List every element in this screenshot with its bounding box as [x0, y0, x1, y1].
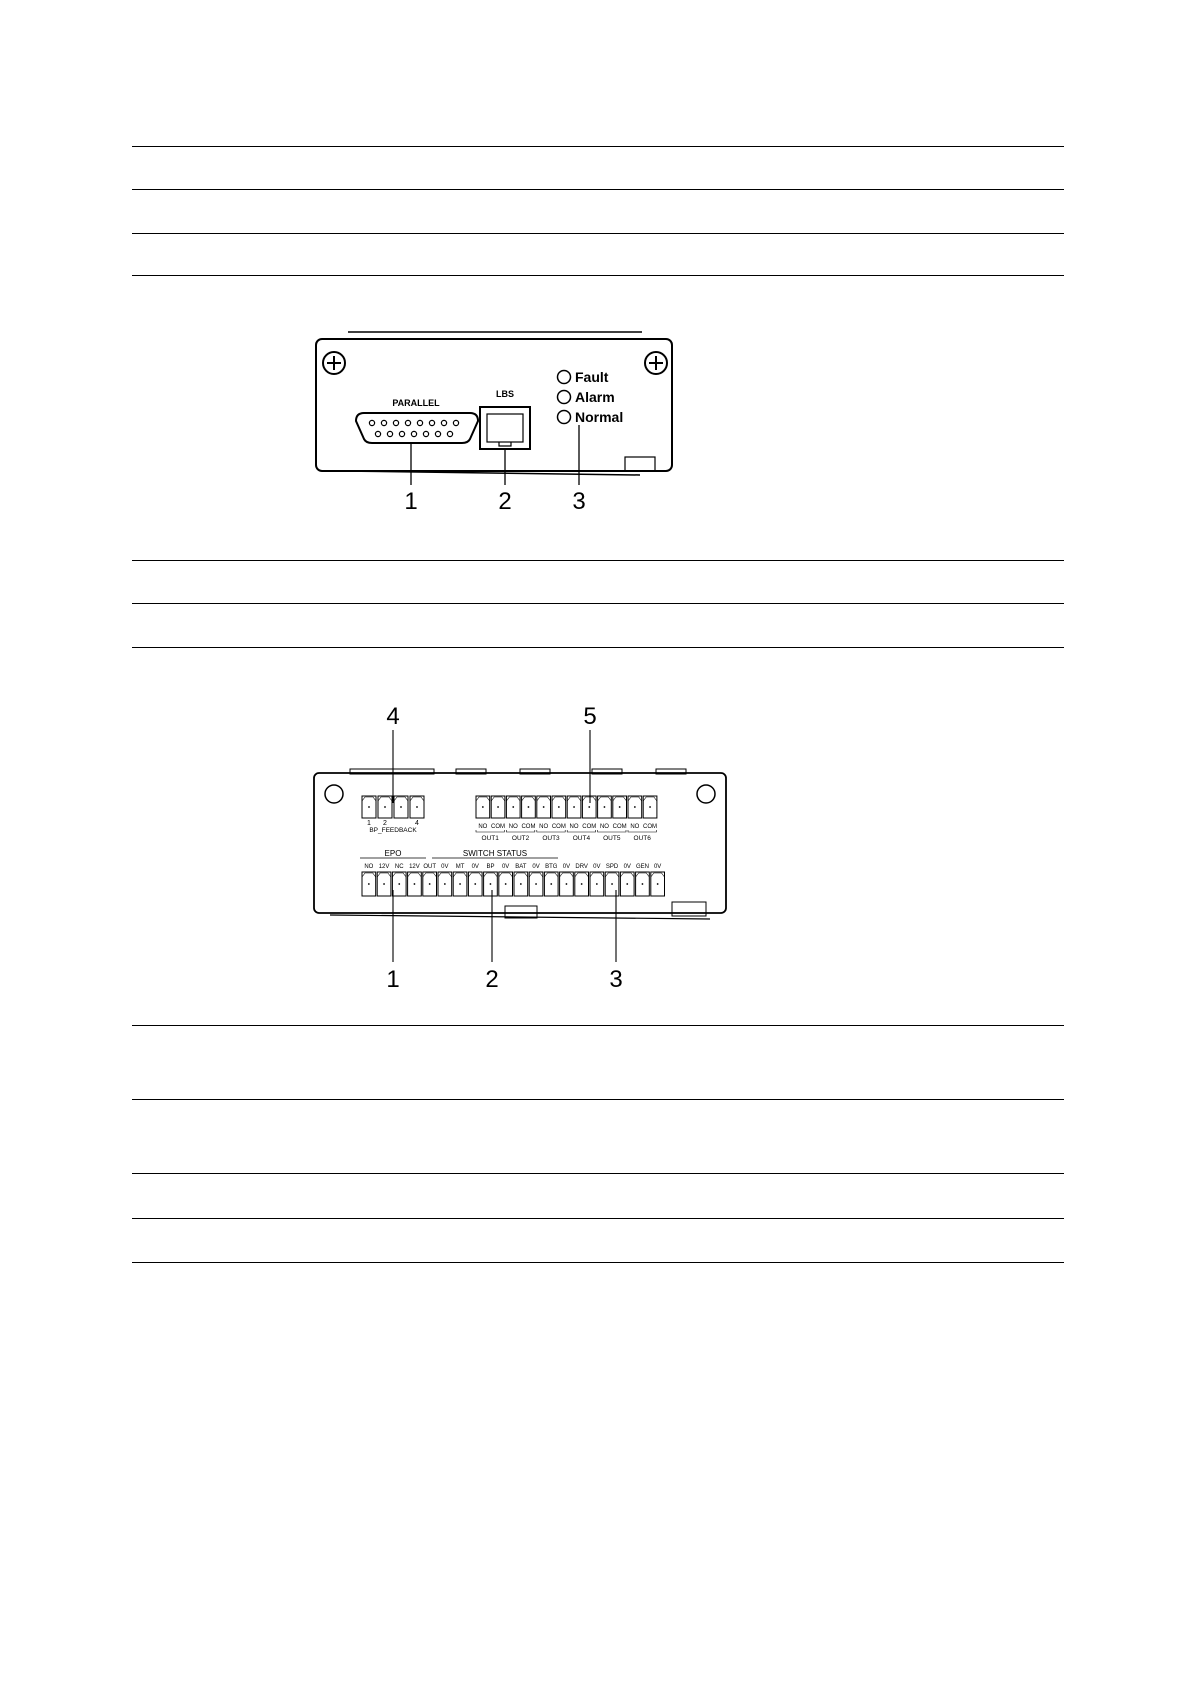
- bottom-pin-label: NC: [394, 864, 404, 870]
- fault-label: Fault: [575, 369, 609, 385]
- table-rule: [132, 1218, 1064, 1219]
- relay-pin-label: COM: [612, 824, 627, 830]
- pin-screw-icon: [400, 806, 402, 808]
- pin-screw-icon: [649, 806, 651, 808]
- pin-chamfer: [410, 797, 424, 801]
- lbs-label: LBS: [496, 389, 514, 399]
- table-rule: [132, 603, 1064, 604]
- relay-pin-label: NO: [539, 824, 549, 830]
- pin-chamfer: [514, 873, 528, 877]
- bottom-pin-label: 0V: [623, 864, 631, 870]
- bottom-pin-label: 0V: [471, 864, 479, 870]
- alarm-label: Alarm: [575, 389, 615, 405]
- bottom-pin-label: 0V: [593, 864, 601, 870]
- bottom-pin-label: 12V: [409, 864, 420, 870]
- pin-screw-icon: [626, 883, 628, 885]
- pin-screw-icon: [482, 806, 484, 808]
- pin-chamfer: [636, 873, 650, 877]
- pin-chamfer: [552, 797, 566, 801]
- bottom-pin-label: NO: [364, 864, 374, 870]
- pin-chamfer: [377, 873, 391, 877]
- pin-chamfer: [468, 873, 482, 877]
- pin-chamfer: [537, 797, 551, 801]
- pin-screw-icon: [619, 806, 621, 808]
- table-rule: [132, 1173, 1064, 1174]
- table-rule: [132, 146, 1064, 147]
- pin-screw-icon: [490, 883, 492, 885]
- bottom-pin-label: BAT: [515, 864, 527, 870]
- bottom-pin-label: DRV: [575, 864, 588, 870]
- pin-screw-icon: [368, 883, 370, 885]
- bottom-pin-label: 0V: [653, 864, 662, 870]
- pin-chamfer: [499, 873, 513, 877]
- relay-group-label: OUT5: [603, 835, 621, 842]
- bottom-pin-label: GEN: [635, 864, 649, 870]
- relay-group-bracket: [567, 830, 595, 832]
- relay-pin-label: COM: [643, 824, 658, 830]
- bottom-pin-label: BTG: [545, 864, 558, 870]
- relay-group-label: OUT2: [511, 835, 530, 842]
- panel-outline: [316, 339, 672, 471]
- pin-chamfer: [491, 797, 505, 801]
- pin-chamfer: [651, 873, 665, 877]
- pin-chamfer: [575, 873, 589, 877]
- pin-chamfer: [598, 797, 612, 801]
- table-rule: [132, 1099, 1064, 1100]
- bottom-pin-label: 0V: [562, 864, 571, 870]
- pin-chamfer: [476, 797, 490, 801]
- relay-group-label: OUT4: [572, 835, 591, 842]
- pin-screw-icon: [657, 883, 659, 885]
- pin-screw-icon: [558, 806, 560, 808]
- table-rule: [132, 275, 1064, 276]
- table-rule: [132, 189, 1064, 190]
- pin-screw-icon: [566, 883, 568, 885]
- table-rule: [132, 1025, 1064, 1026]
- callout-number: 1: [386, 966, 400, 990]
- parallel-label: PARALLEL: [392, 398, 440, 408]
- pin-chamfer: [362, 797, 376, 801]
- front-panel-figure: [300, 325, 700, 515]
- pin-chamfer: [453, 873, 467, 877]
- bottom-pin-label: 0V: [532, 864, 540, 870]
- pin-chamfer: [544, 873, 558, 877]
- relay-group-label: OUT3: [542, 835, 560, 842]
- pin-screw-icon: [596, 883, 598, 885]
- pin-screw-icon: [634, 806, 636, 808]
- relay-group-label: OUT6: [633, 835, 651, 842]
- relay-group-bracket: [506, 830, 534, 832]
- pin-screw-icon: [383, 883, 385, 885]
- bottom-pin-label: MT: [455, 864, 465, 870]
- pin-chamfer: [408, 873, 422, 877]
- bottom-pin-label: BP: [486, 864, 495, 870]
- relay-pin-label: COM: [521, 824, 536, 830]
- latch-tab: [672, 902, 706, 916]
- dry-contact-figure: [300, 690, 740, 990]
- relay-pin-label: NO: [630, 824, 640, 830]
- relay-group-bracket: [476, 830, 504, 832]
- pin-screw-icon: [474, 883, 476, 885]
- pin-chamfer: [567, 797, 581, 801]
- pin-screw-icon: [611, 883, 613, 885]
- bp-feedback-label: BP_FEEDBACK: [369, 827, 417, 834]
- pin-chamfer: [506, 797, 520, 801]
- relay-pin-label: NO: [508, 824, 518, 830]
- pin-chamfer: [529, 873, 543, 877]
- pin-chamfer: [378, 797, 392, 801]
- mounting-hole-icon: [697, 785, 715, 803]
- relay-pin-label: NO: [599, 824, 609, 830]
- pin-chamfer: [613, 797, 627, 801]
- bottom-pin-label: OUT: [423, 864, 436, 870]
- pin-chamfer: [362, 873, 376, 877]
- callout-number: 5: [583, 703, 597, 730]
- epo-label: EPO: [384, 849, 402, 858]
- pin-screw-icon: [459, 883, 461, 885]
- pin-screw-icon: [604, 806, 606, 808]
- relay-pin-label: COM: [491, 824, 506, 830]
- relay-group-bracket: [537, 830, 565, 832]
- table-rule: [132, 1262, 1064, 1263]
- mounting-hole-icon: [325, 785, 343, 803]
- pin-chamfer: [438, 873, 452, 877]
- pin-screw-icon: [520, 883, 522, 885]
- pin-screw-icon: [528, 806, 530, 808]
- pin-screw-icon: [505, 883, 507, 885]
- pin-chamfer: [522, 797, 536, 801]
- bottom-pin-label: 0V: [441, 864, 449, 870]
- pin-chamfer: [394, 797, 408, 801]
- pin-chamfer: [628, 797, 642, 801]
- relay-group-bracket: [628, 830, 656, 832]
- table-rule: [132, 647, 1064, 648]
- table-rule: [132, 233, 1064, 234]
- bp-pin-number: 4: [415, 820, 419, 827]
- pin-chamfer: [590, 873, 604, 877]
- pin-screw-icon: [550, 883, 552, 885]
- relay-pin-label: NO: [478, 824, 488, 830]
- pin-screw-icon: [429, 883, 431, 885]
- pin-screw-icon: [512, 806, 514, 808]
- bottom-pin-label: 12V: [378, 864, 390, 870]
- relay-group-bracket: [598, 830, 626, 832]
- pin-screw-icon: [384, 806, 386, 808]
- pin-chamfer: [423, 873, 437, 877]
- pin-chamfer: [643, 797, 657, 801]
- pin-screw-icon: [444, 883, 446, 885]
- bottom-terminal: [362, 864, 665, 896]
- pin-screw-icon: [497, 806, 499, 808]
- callout-number: 3: [572, 488, 586, 515]
- bp-pin-number: 2: [383, 820, 387, 827]
- pin-chamfer: [392, 873, 406, 877]
- pin-screw-icon: [573, 806, 575, 808]
- bottom-tab: [505, 906, 537, 918]
- relay-output-terminal: [476, 796, 657, 842]
- pin-screw-icon: [398, 883, 400, 885]
- pin-chamfer: [560, 873, 574, 877]
- pin-screw-icon: [642, 883, 644, 885]
- relay-pin-label: COM: [551, 824, 566, 830]
- bp-pin-number: 1: [367, 820, 371, 827]
- pin-chamfer: [484, 873, 498, 877]
- switch-status-label: SWITCH STATUS: [462, 849, 528, 858]
- callout-number: 2: [498, 488, 512, 515]
- relay-group-label: OUT1: [481, 835, 499, 842]
- pin-chamfer: [605, 873, 619, 877]
- callout-number: 2: [485, 966, 499, 990]
- bottom-pin-label: SPD: [605, 864, 619, 870]
- callout-number: 3: [609, 966, 623, 990]
- table-rule: [132, 560, 1064, 561]
- normal-label: Normal: [575, 409, 624, 425]
- pin-screw-icon: [581, 883, 583, 885]
- relay-pin-label: COM: [582, 824, 597, 830]
- pin-screw-icon: [416, 806, 418, 808]
- bottom-pin-label: 0V: [501, 864, 510, 870]
- pin-screw-icon: [588, 806, 590, 808]
- pin-chamfer: [620, 873, 634, 877]
- pin-screw-icon: [535, 883, 537, 885]
- pin-screw-icon: [368, 806, 370, 808]
- callout-number: 1: [404, 488, 418, 515]
- relay-pin-label: NO: [569, 824, 579, 830]
- pin-screw-icon: [414, 883, 416, 885]
- pin-chamfer: [582, 797, 596, 801]
- pin-screw-icon: [543, 806, 545, 808]
- callout-number: 4: [386, 703, 400, 730]
